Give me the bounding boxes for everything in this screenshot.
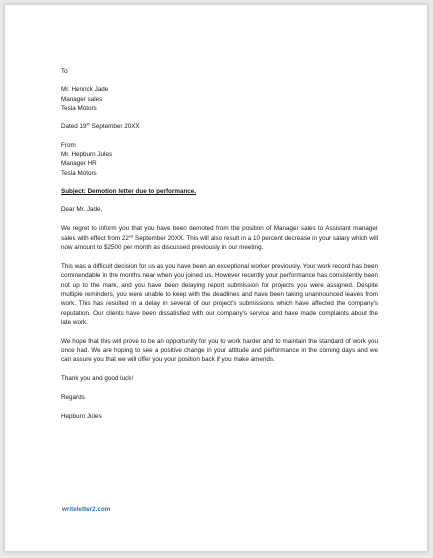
thanks-line: Thank you and good luck! bbox=[61, 375, 134, 383]
closing-line: Regards bbox=[61, 394, 85, 402]
sender-name: Mr. Hepburn Jules bbox=[61, 151, 113, 159]
recipient-title: Manager sales bbox=[61, 95, 103, 103]
paragraph-3: We hope that this will prove to be an opportunity for you to work harder and to maintain the standard of work you once had. We are hoping to see a positive change in your attitude and performance in the coming days and we can assure you that we will offer you your position back if you make amends. bbox=[61, 337, 378, 364]
date-suffix: September 20XX bbox=[89, 123, 140, 131]
from-label: From bbox=[61, 141, 76, 149]
footer-site-link[interactable]: writeletter2.com bbox=[62, 506, 111, 513]
signature-line: Hepburn Jules bbox=[61, 412, 102, 420]
paragraph-2: This was a difficult decision for us as you have been an exceptional worker previously. Your work record has been commendable in the months near when you joined us. However recently your performance has consistently been not up to the mark, and you have been delaying report submission for projects you were assigned. Despite multiple reminders, you were unable to keep with the deadlines and have been taking unannounced leaves from work. This has resulted in a delay in several of our project's submissions which have affected the company's reputation. Our clients have been dissatisfied with our company's service and have made complaints about the late work. bbox=[61, 262, 378, 326]
date-superscript: th bbox=[86, 121, 90, 127]
letter-date bbox=[61, 122, 378, 131]
date-prefix: Dated 19 bbox=[61, 123, 87, 131]
sender-title: Manager HR bbox=[61, 160, 97, 168]
salutation: Dear Mr. Jade, bbox=[61, 206, 103, 214]
letter-page bbox=[4, 4, 428, 552]
sender-company: Tesla Motors bbox=[61, 169, 97, 177]
recipient-name: Mr. Henrick Jade bbox=[61, 86, 109, 94]
subject-line: Subject: Demotion letter due to performance. bbox=[61, 188, 197, 196]
paragraph-1-start: We regret to inform you that you have been demoted from the position of Manager sales to Assistant manager sales with effect from 22 bbox=[61, 225, 378, 242]
paragraph-1-end: September 20XX. This will also result in a 10 percent decrease in your salary which will now amount to $2500 per month as discussed previously in our meeting. bbox=[61, 234, 378, 251]
letter-body bbox=[61, 67, 378, 421]
recipient-company: Tesla Motors bbox=[61, 105, 97, 113]
paragraph-1 bbox=[61, 224, 378, 252]
paragraph-1-superscript: nd bbox=[128, 233, 134, 239]
to-label: To bbox=[61, 68, 68, 75]
